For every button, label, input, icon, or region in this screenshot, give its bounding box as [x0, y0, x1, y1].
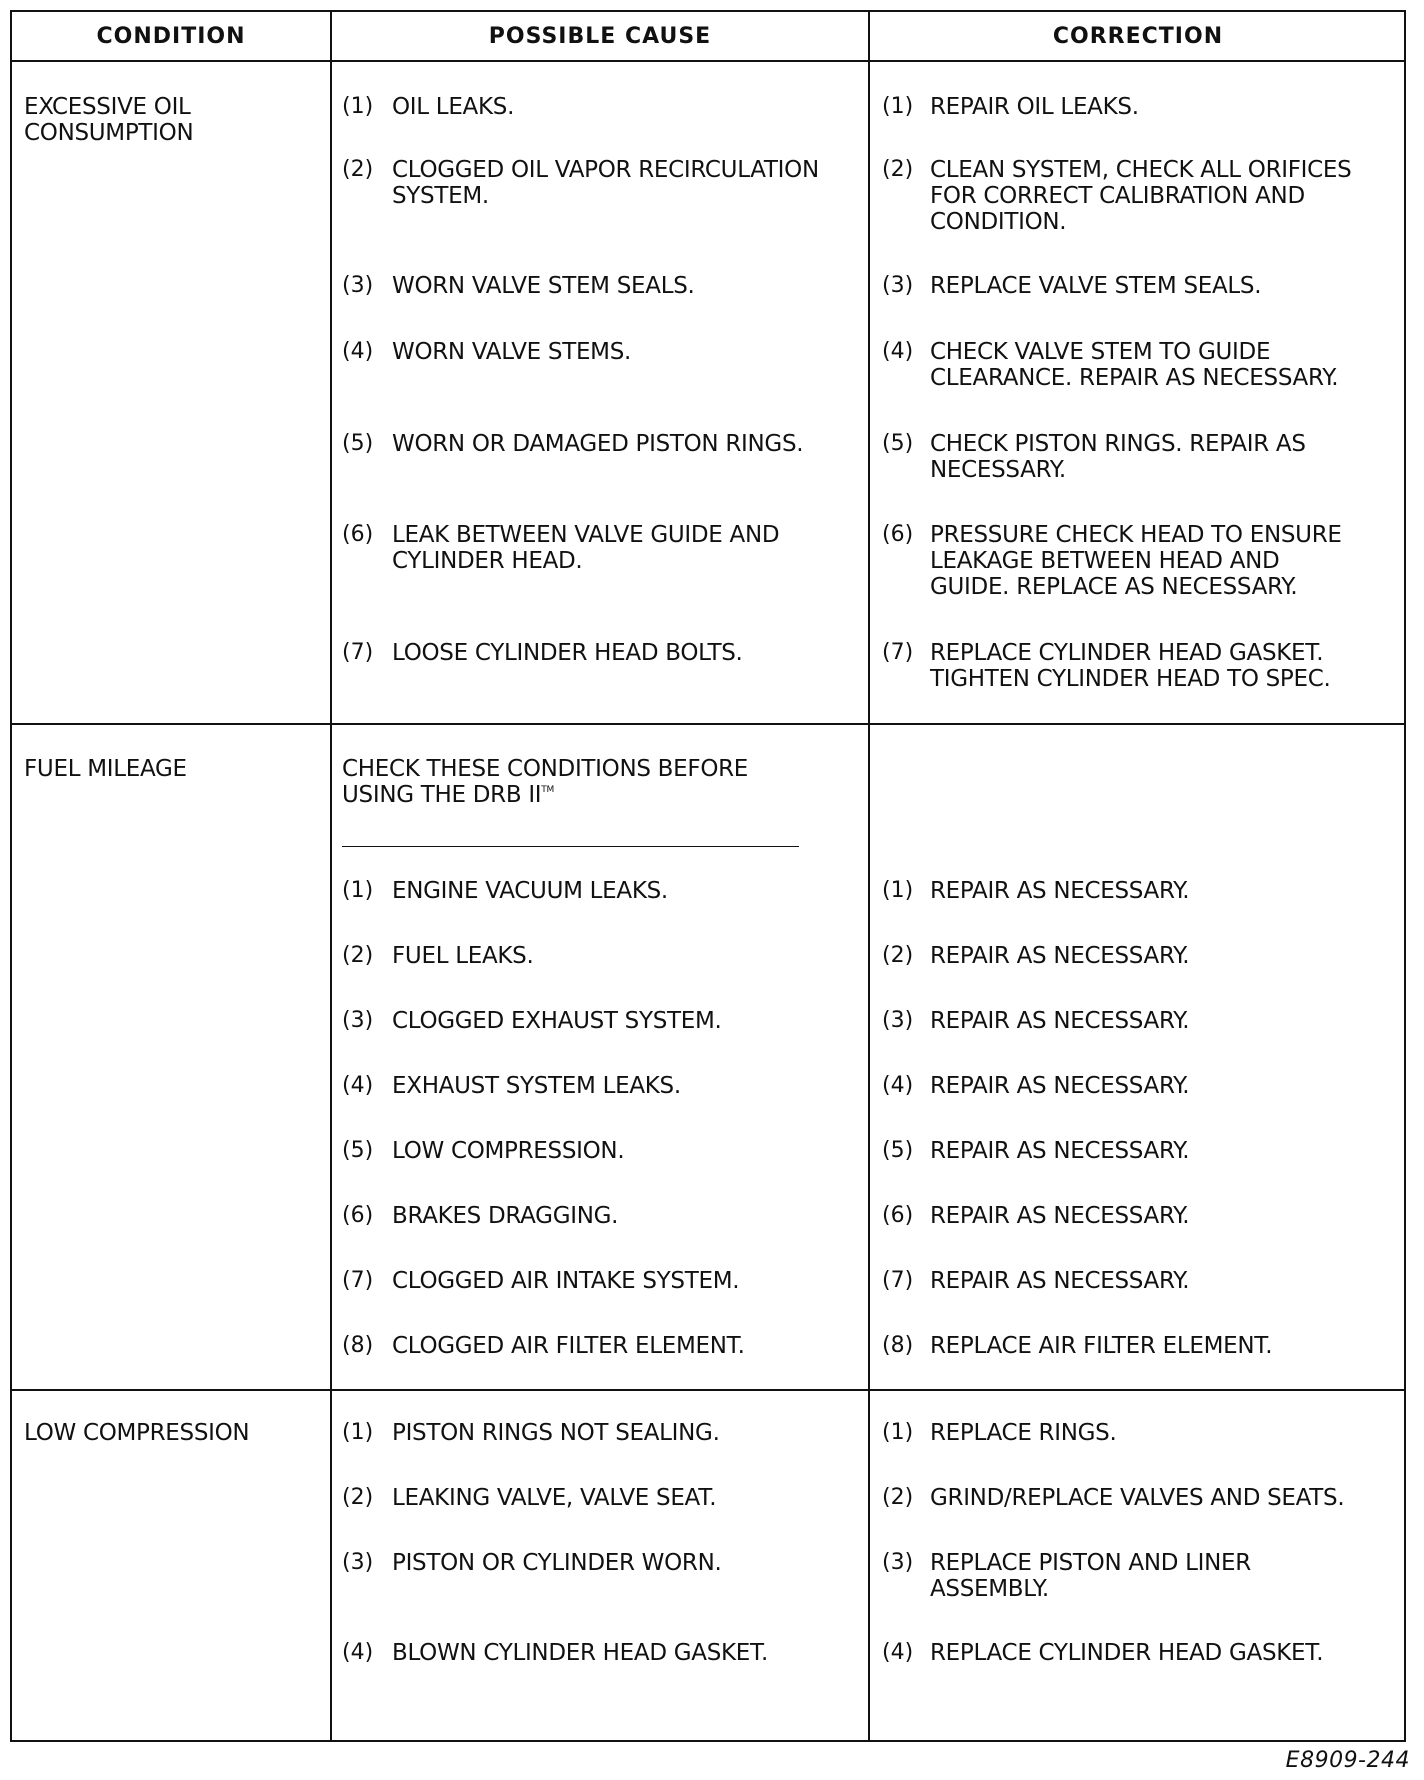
fuel-note-text: CHECK THESE CONDITIONS BEFORE [342, 756, 749, 782]
correction-number: (2) [882, 943, 914, 968]
correction-text: REPLACE AIR FILTER ELEMENT. [930, 1333, 1273, 1359]
cause-number: (3) [342, 273, 374, 298]
correction-text: REPAIR AS NECESSARY. [930, 1073, 1190, 1099]
correction-text: CHECK PISTON RINGS. REPAIR AS [930, 431, 1306, 457]
correction-text: CHECK VALVE STEM TO GUIDE [930, 339, 1271, 365]
correction-number: (3) [882, 273, 914, 298]
correction-number: (4) [882, 339, 914, 364]
cause-number: (5) [342, 431, 374, 456]
correction-text: CONDITION. [930, 209, 1067, 235]
correction-text: REPLACE VALVE STEM SEALS. [930, 273, 1262, 299]
correction-number: (2) [882, 157, 914, 182]
cause-text: CLOGGED AIR INTAKE SYSTEM. [392, 1268, 740, 1294]
correction-number: (1) [882, 878, 914, 903]
correction-text: CLEARANCE. REPAIR AS NECESSARY. [930, 365, 1339, 391]
trademark-mark: TM [541, 785, 554, 795]
cause-text: FUEL LEAKS. [392, 943, 534, 969]
correction-number: (1) [882, 94, 914, 119]
cause-number: (2) [342, 1485, 374, 1510]
cause-number: (1) [342, 94, 374, 119]
column-divider-cause-correction [868, 12, 870, 1740]
cause-text: BLOWN CYLINDER HEAD GASKET. [392, 1640, 769, 1666]
figure-code: E8909-244 [1285, 1748, 1410, 1773]
condition-label: FUEL MILEAGE [24, 756, 187, 782]
correction-text: ASSEMBLY. [930, 1576, 1049, 1602]
correction-number: (7) [882, 640, 914, 665]
cause-number: (3) [342, 1550, 374, 1575]
cause-number: (2) [342, 943, 374, 968]
cause-text: OIL LEAKS. [392, 94, 515, 120]
correction-number: (3) [882, 1008, 914, 1033]
cause-text: LOOSE CYLINDER HEAD BOLTS. [392, 640, 743, 666]
cause-text: EXHAUST SYSTEM LEAKS. [392, 1073, 681, 1099]
correction-text: REPAIR AS NECESSARY. [930, 878, 1190, 904]
correction-text: REPAIR AS NECESSARY. [930, 1203, 1190, 1229]
correction-text: NECESSARY. [930, 457, 1066, 483]
cause-text: CLOGGED AIR FILTER ELEMENT. [392, 1333, 745, 1359]
correction-text: CLEAN SYSTEM, CHECK ALL ORIFICES [930, 157, 1352, 183]
correction-text: REPAIR AS NECESSARY. [930, 1268, 1190, 1294]
correction-number: (5) [882, 1138, 914, 1163]
correction-number: (6) [882, 522, 914, 547]
header-condition: CONDITION [96, 23, 246, 49]
cause-number: (6) [342, 1203, 374, 1228]
correction-text: REPLACE CYLINDER HEAD GASKET. [930, 1640, 1324, 1666]
cause-text: CYLINDER HEAD. [392, 548, 583, 574]
correction-text: FOR CORRECT CALIBRATION AND [930, 183, 1305, 209]
correction-text: REPAIR AS NECESSARY. [930, 1008, 1190, 1034]
cause-text: WORN OR DAMAGED PISTON RINGS. [392, 431, 804, 457]
cause-text: LEAK BETWEEN VALVE GUIDE AND [392, 522, 780, 548]
cause-number: (2) [342, 157, 374, 182]
cause-text: BRAKES DRAGGING. [392, 1203, 619, 1229]
cause-number: (8) [342, 1333, 374, 1358]
cause-text: LOW COMPRESSION. [392, 1138, 625, 1164]
correction-number: (8) [882, 1333, 914, 1358]
cause-text: PISTON RINGS NOT SEALING. [392, 1420, 720, 1446]
header-correction: CORRECTION [1052, 23, 1224, 49]
cause-text: SYSTEM. [392, 183, 489, 209]
correction-text: REPLACE RINGS. [930, 1420, 1117, 1446]
cause-number: (3) [342, 1008, 374, 1033]
correction-text: REPAIR OIL LEAKS. [930, 94, 1139, 120]
correction-text: REPLACE PISTON AND LINER [930, 1550, 1251, 1576]
correction-text: LEAKAGE BETWEEN HEAD AND [930, 548, 1280, 574]
correction-number: (5) [882, 431, 914, 456]
cause-text: ENGINE VACUUM LEAKS. [392, 878, 668, 904]
cause-text: LEAKING VALVE, VALVE SEAT. [392, 1485, 717, 1511]
cause-number: (4) [342, 339, 374, 364]
fuel-note-line [342, 756, 748, 782]
section-divider-fuel-compression [12, 1389, 1404, 1391]
header-divider [12, 60, 1404, 62]
condition-label: LOW COMPRESSION [24, 1420, 250, 1446]
cause-number: (7) [342, 1268, 374, 1293]
cause-number: (4) [342, 1073, 374, 1098]
diagnosis-table [10, 10, 1406, 1742]
cause-number: (6) [342, 522, 374, 547]
correction-text: REPAIR AS NECESSARY. [930, 1138, 1190, 1164]
correction-number: (3) [882, 1550, 914, 1575]
fuel-note-line [342, 782, 554, 808]
condition-label: EXCESSIVE OIL [24, 94, 191, 120]
correction-number: (7) [882, 1268, 914, 1293]
correction-number: (1) [882, 1420, 914, 1445]
correction-number: (4) [882, 1073, 914, 1098]
fuel-note-text: USING THE DRB II [342, 782, 542, 808]
condition-label: CONSUMPTION [24, 120, 194, 146]
correction-text: REPAIR AS NECESSARY. [930, 943, 1190, 969]
cause-number: (1) [342, 878, 374, 903]
column-divider-condition-cause [330, 12, 332, 1740]
section-divider-oil-fuel [12, 723, 1404, 725]
correction-text: GRIND/REPLACE VALVES AND SEATS. [930, 1485, 1345, 1511]
cause-number: (5) [342, 1138, 374, 1163]
correction-text: TIGHTEN CYLINDER HEAD TO SPEC. [930, 666, 1331, 692]
cause-text: PISTON OR CYLINDER WORN. [392, 1550, 722, 1576]
correction-text: GUIDE. REPLACE AS NECESSARY. [930, 574, 1298, 600]
correction-number: (2) [882, 1485, 914, 1510]
cause-number: (7) [342, 640, 374, 665]
note-underline [342, 846, 799, 847]
cause-text: WORN VALVE STEMS. [392, 339, 632, 365]
correction-number: (4) [882, 1640, 914, 1665]
cause-number: (4) [342, 1640, 374, 1665]
correction-text: REPLACE CYLINDER HEAD GASKET. [930, 640, 1324, 666]
cause-text: WORN VALVE STEM SEALS. [392, 273, 695, 299]
cause-text: CLOGGED OIL VAPOR RECIRCULATION [392, 157, 819, 183]
header-possible-cause: POSSIBLE CAUSE [488, 23, 712, 49]
cause-number: (1) [342, 1420, 374, 1445]
correction-number: (6) [882, 1203, 914, 1228]
correction-text: PRESSURE CHECK HEAD TO ENSURE [930, 522, 1342, 548]
cause-text: CLOGGED EXHAUST SYSTEM. [392, 1008, 722, 1034]
